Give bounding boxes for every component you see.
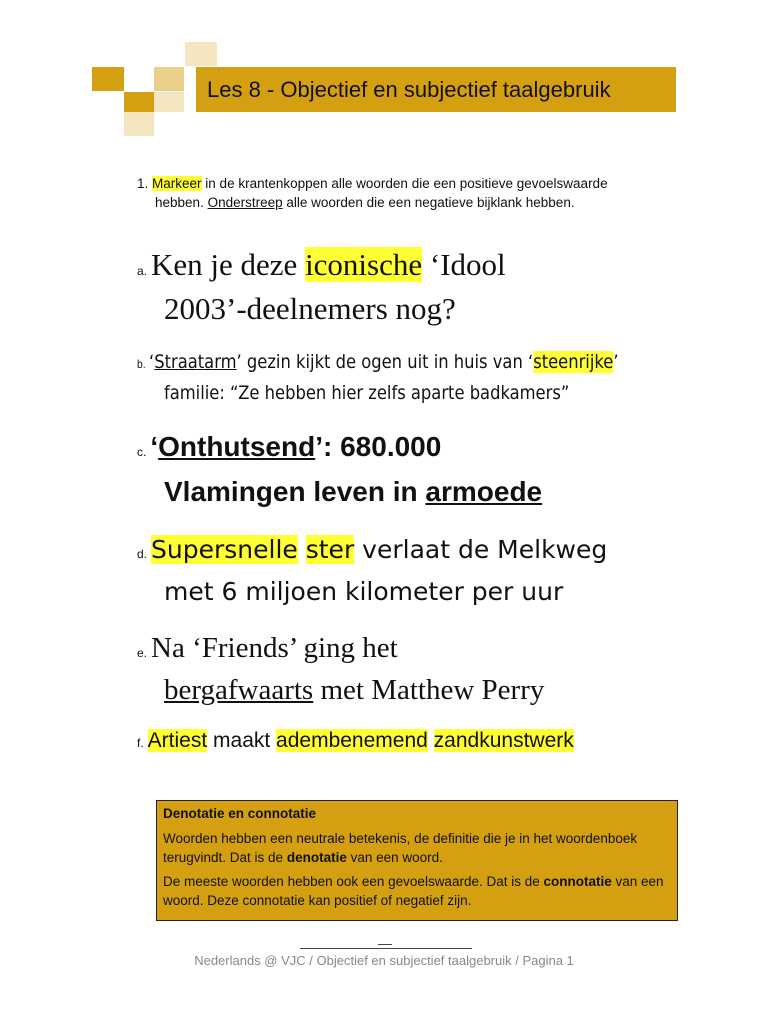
headline-b (137, 351, 619, 373)
decor-square (185, 42, 217, 66)
info-box (156, 800, 678, 921)
info-text: Woorden hebben een neutrale betekenis, de definitie die je in het woordenboek terugvindt. Dat is de (163, 831, 638, 865)
info-text: van een woord. (346, 850, 443, 865)
info-box-paragraph-1 (163, 829, 671, 867)
underline-word: Onthutsend (158, 431, 316, 462)
headline-text: Vlamingen leven in (164, 476, 426, 507)
headline-text: ‘ (149, 351, 155, 373)
highlight-word: steenrijke (533, 351, 614, 373)
headline-text (428, 729, 434, 752)
headline-d (137, 535, 607, 564)
instruction-text-1: in de krantenkoppen alle woorden die een positieve gevoelswaarde (201, 176, 608, 191)
headline-d-line2: met 6 miljoen kilometer per uur (164, 577, 564, 606)
headline-a-line2: 2003’-deelnemers nog? (164, 291, 456, 326)
decor-square (124, 112, 154, 136)
highlight-word: zandkunstwerk (433, 729, 574, 752)
underline-word: bergafwaarts (164, 674, 314, 706)
info-text: van een woord. Deze connotatie kan positief of negatief zijn. (163, 874, 664, 908)
headline-text: met Matthew Perry (313, 674, 545, 706)
headline-text: maakt (207, 729, 277, 752)
headline-text: verlaat de Melkweg (354, 535, 608, 564)
page-title: Les 8 - Objectief en subjectief taalgebruik (207, 77, 611, 102)
highlight-word: Artiest (147, 729, 208, 752)
footer-divider (300, 948, 472, 949)
highlight-word: iconische (305, 247, 423, 282)
page-footer: Nederlands @ VJC / Objectief en subjectief taalgebruik / Pagina 1 (194, 953, 574, 968)
item-letter: e. (137, 646, 148, 660)
instruction-text-3: alle woorden die een negatieve bijklank hebben. (282, 195, 575, 210)
headline-e-line2 (164, 674, 544, 707)
headline-text: Ken je deze (151, 247, 306, 282)
highlight-word: ster (305, 535, 355, 564)
item-letter: b. (137, 357, 146, 371)
item-letter: f. (137, 736, 144, 750)
underline-word: armoede (425, 476, 543, 507)
info-text: De meeste woorden hebben ook een gevoelswaarde. Dat is de (163, 874, 544, 889)
headline-text: ‘Idool (422, 247, 506, 282)
headline-text: ’: 680.000 (315, 431, 442, 462)
instruction-number: 1. (137, 176, 149, 191)
headline-f (137, 729, 574, 753)
highlight-markeer: Markeer (152, 176, 202, 191)
decor-square (124, 92, 154, 112)
headline-text: ’ (613, 351, 619, 373)
headline-e (137, 632, 398, 665)
info-term-connotatie: connotatie (543, 874, 612, 889)
info-box-paragraph-2 (163, 872, 671, 910)
info-term-denotatie: denotatie (286, 850, 347, 865)
headline-c (137, 431, 441, 463)
headline-text: ’ gezin kijkt de ogen uit in huis van ‘ (236, 351, 534, 373)
item-letter: c. (137, 445, 147, 459)
headline-text: Na ‘Friends’ ging het (151, 632, 398, 664)
headline-text (298, 535, 306, 564)
instruction-text-2: hebben. (155, 195, 208, 210)
item-letter: d. (137, 547, 148, 561)
headline-c-line2 (164, 476, 542, 508)
underline-word: Straatarm (154, 351, 237, 373)
instruction (137, 174, 697, 212)
highlight-word: adembenemend (276, 729, 428, 752)
item-letter: a. (137, 264, 148, 278)
info-box-heading: Denotatie en connotatie (163, 806, 317, 821)
decor-square (154, 92, 184, 112)
footer-divider (378, 944, 392, 945)
headline-a (137, 247, 506, 283)
headline-b-line2: familie: “Ze hebben hier zelfs aparte badkamers” (164, 382, 570, 404)
decor-square (154, 67, 184, 91)
headline-text: ‘ (150, 431, 159, 462)
underline-onderstreep: Onderstreep (207, 195, 283, 210)
highlight-word: Supersnelle (151, 535, 298, 564)
decor-square (92, 67, 124, 91)
